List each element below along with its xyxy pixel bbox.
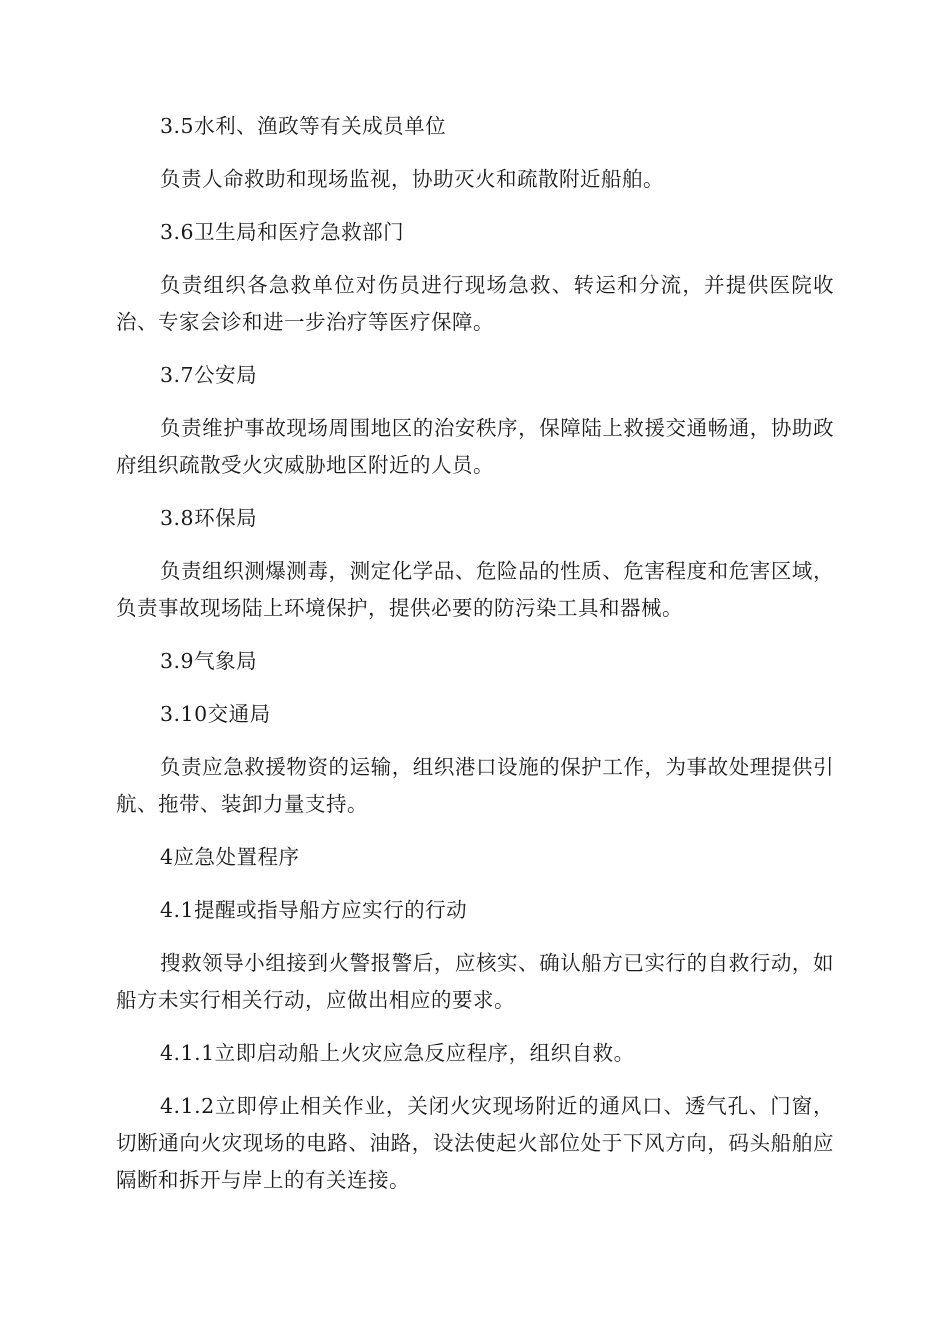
- section-heading-4: 4应急处置程序: [160, 845, 300, 869]
- section-heading-3-10: 3.10交通局: [160, 702, 271, 726]
- section-heading-4-1-1: 4.1.1立即启动船上火灾应急反应程序，组织自救。: [160, 1041, 635, 1065]
- paragraph-4-1-2: 4.1.2立即停止相关作业，关闭火灾现场附近的通风口、透气孔、门窗，切断通向火灾现场的电路、油路，设法使起火部位处于下风方向，码头船舶应隔断和拆开与岸上的有关连接。: [116, 1094, 834, 1192]
- paragraph-3-10: 负责应急救援物资的运输，组织港口设施的保护工作，为事故处理提供引航、拖带、装卸力量支持。: [116, 755, 834, 816]
- section-heading-3-7: 3.7公安局: [160, 363, 258, 387]
- paragraph-3-7: 负责维护事故现场周围地区的治安秩序，保障陆上救援交通畅通，协助政府组织疏散受火灾威胁地区附近的人员。: [116, 416, 834, 477]
- paragraph-4-1: 搜救领导小组接到火警报警后，应核实、确认船方已实行的自救行动，如船方未实行相关行动，应做出相应的要求。: [116, 951, 834, 1012]
- section-heading-3-8: 3.8环保局: [160, 506, 258, 530]
- section-heading-3-5: 3.5水利、渔政等有关成员单位: [160, 114, 447, 138]
- section-heading-3-9: 3.9气象局: [160, 649, 258, 673]
- paragraph-3-5: 负责人命救助和现场监视，协助灭火和疏散附近船舶。: [160, 167, 664, 191]
- section-heading-3-6: 3.6卫生局和医疗急救部门: [160, 220, 405, 244]
- section-heading-4-1: 4.1提醒或指导船方应实行的行动: [160, 898, 468, 922]
- document-body: [116, 108, 834, 1215]
- paragraph-3-8: 负责组织测爆测毒，测定化学品、危险品的性质、危害程度和危害区域，负责事故现场陆上环境保护，提供必要的防污染工具和器械。: [116, 559, 834, 620]
- paragraph-3-6: 负责组织各急救单位对伤员进行现场急救、转运和分流，并提供医院收治、专家会诊和进一步治疗等医疗保障。: [116, 273, 834, 334]
